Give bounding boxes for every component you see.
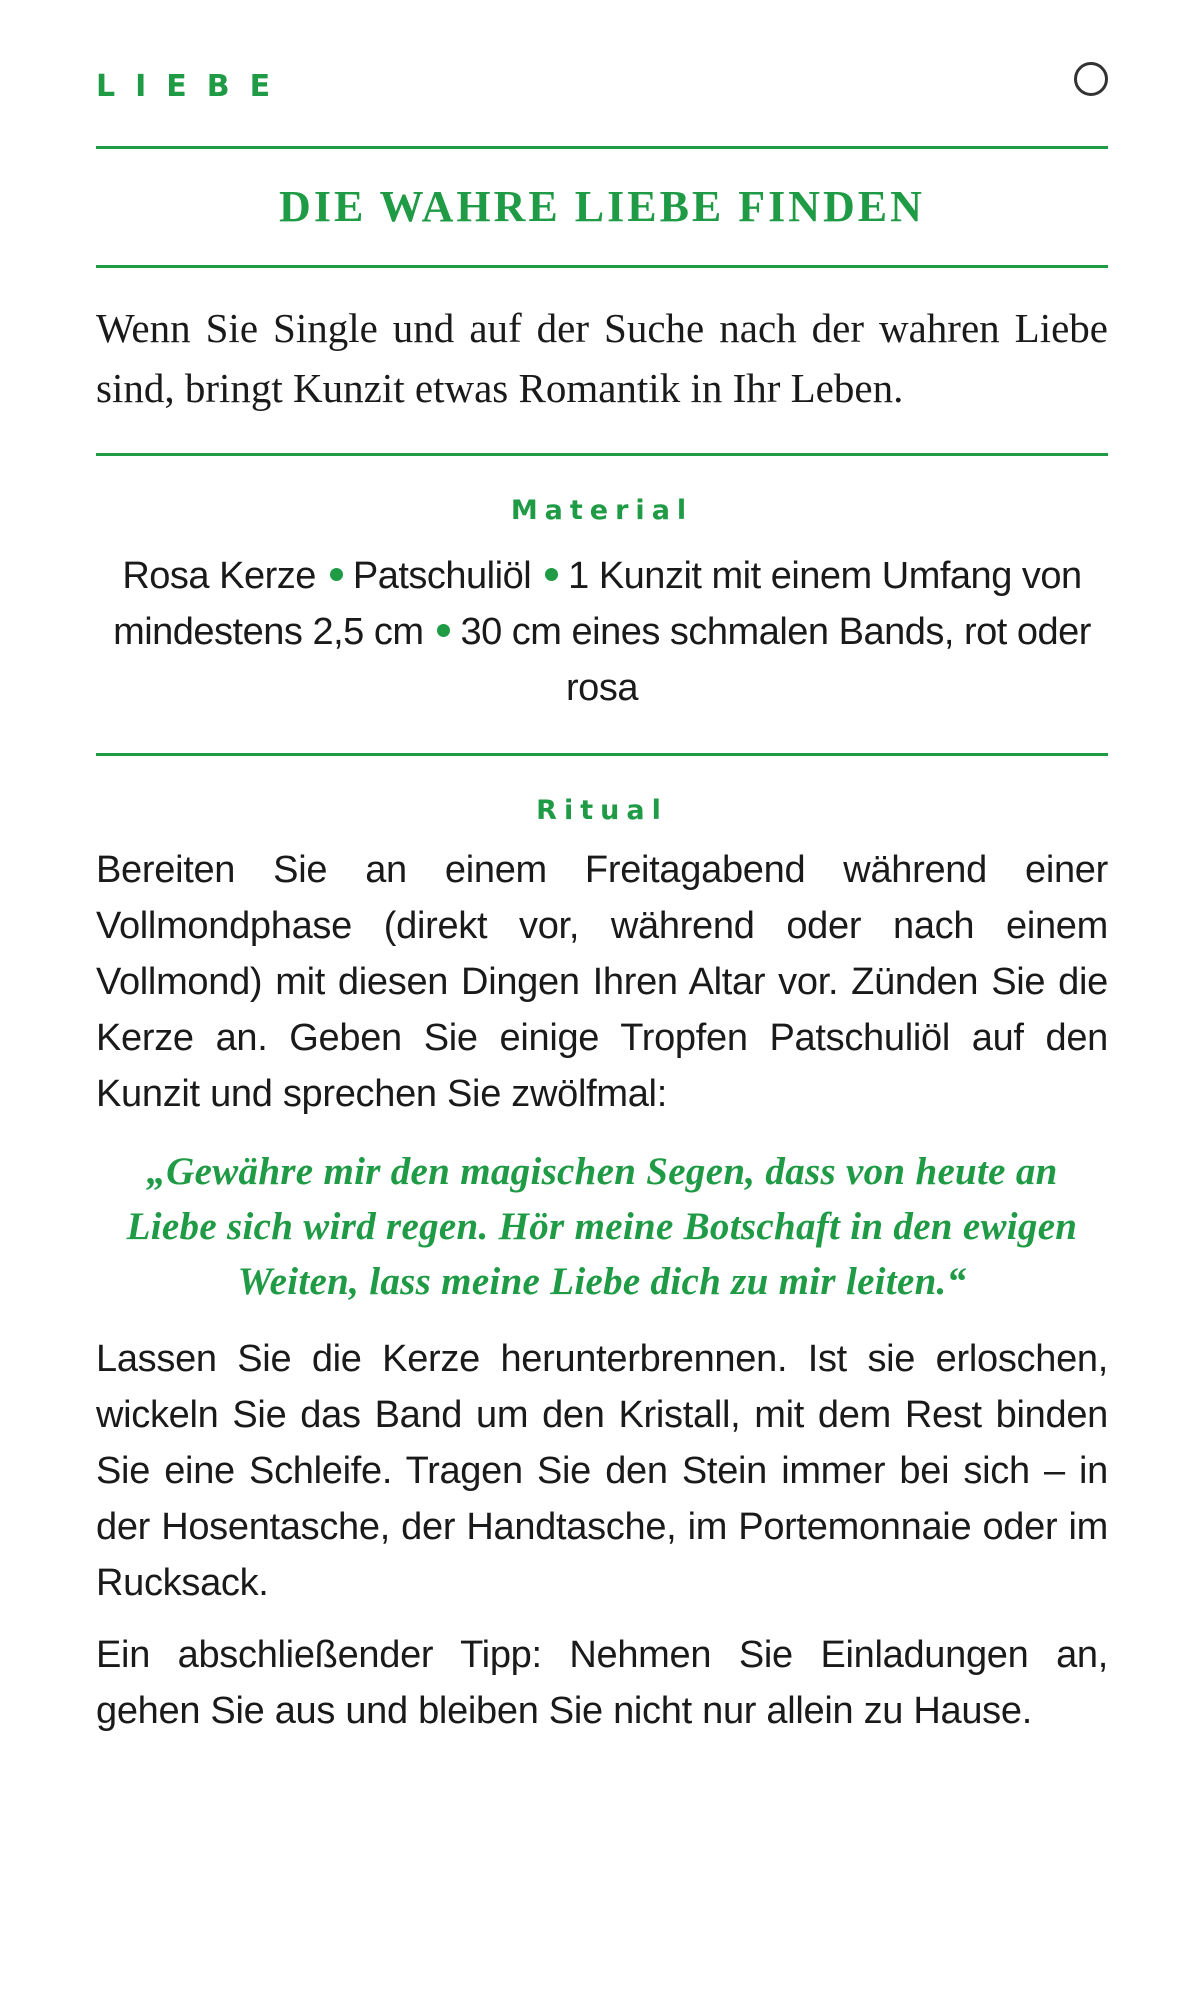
material-item: Patschuliöl <box>352 555 532 597</box>
ritual-paragraph-1: Bereiten Sie an einem Freitagabend während einer Vollmondphase (direkt vor, während oder nach einem Vollmond) mit diesen Dingen Ihren Altar vor. Zünden Sie die Kerze an. Geben Sie einige Tropfen Patschuliöl auf den Kunzit und sprechen Sie zwölfmal: <box>96 849 1108 1115</box>
green-dot-bullet-icon <box>437 624 450 637</box>
ritual-paragraph-2: Lassen Sie die Kerze herunterbrennen. Ist sie erloschen, wickeln Sie das Band um den Kristall, mit dem Rest binden Sie eine Schleife. Tragen Sie den Stein immer bei sich – in der Hosentasche, der Handtasche, im Portemonnaie oder im Rucksack. <box>96 1338 1108 1604</box>
material-item: 30 cm eines schmalen Bands, rot oder rosa <box>460 611 1091 709</box>
section-label: LIEBE <box>96 69 291 104</box>
material-item: Rosa Kerze <box>122 555 316 597</box>
circle-outline-icon <box>1074 62 1108 96</box>
closing-tip: Ein abschließender Tipp: Nehmen Sie Einladungen an, gehen Sie aus und bleiben Sie nicht nur allein zu Hause. <box>96 1634 1108 1732</box>
material-item: 1 Kunzit mit einem Umfang von mindestens 2,5 cm <box>113 555 1082 653</box>
material-heading: Material <box>510 495 694 526</box>
ritual-heading: Ritual <box>536 795 668 826</box>
green-dot-bullet-icon <box>545 568 558 581</box>
ritual-section <box>96 756 1108 1739</box>
material-list <box>96 548 1108 716</box>
chant-quote: „Gewähre mir den magischen Segen, dass von heute an Liebe sich wird regen. Hör meine Botschaft in den ewigen Weiten, lass meine Liebe dich zu mir leiten.“ <box>126 1150 1078 1303</box>
intro-paragraph: Wenn Sie Single und auf der Suche nach der wahren Liebe sind, bringt Kunzit etwas Romantik in Ihr Leben. <box>96 305 1108 411</box>
green-dot-bullet-icon <box>330 568 343 581</box>
material-section <box>96 456 1108 753</box>
page-title: DIE WAHRE LIEBE FINDEN <box>279 182 925 231</box>
book-page <box>96 0 1108 1739</box>
page-header <box>96 0 1108 146</box>
